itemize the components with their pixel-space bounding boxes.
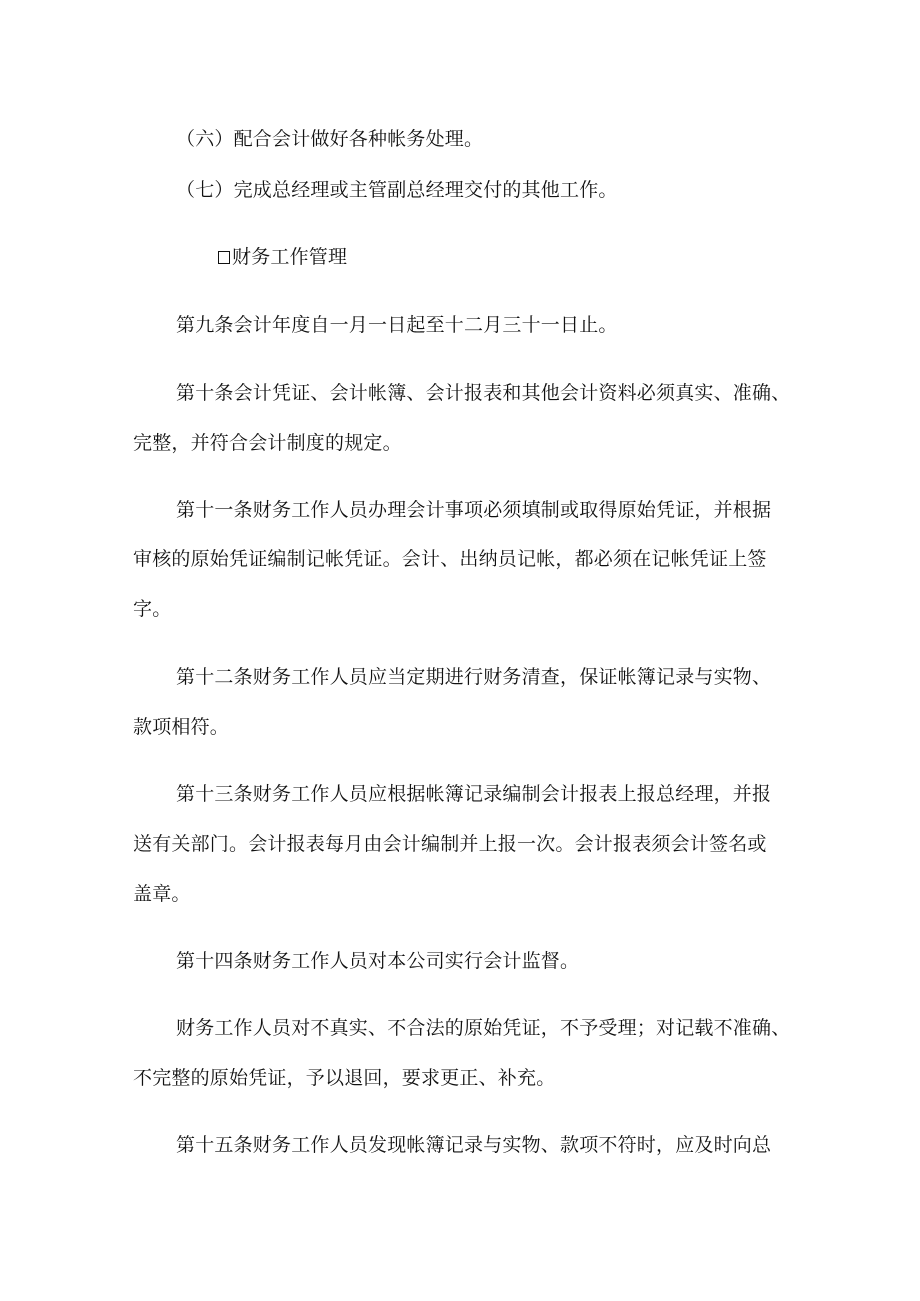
article-11-line-1: 第十一条财务工作人员办理会计事项必须填制或取得原始凭证，并根据 bbox=[176, 499, 772, 521]
article-15-line-1: 第十五条财务工作人员发现帐簿记录与实物、款项不符时，应及时向总 bbox=[176, 1134, 772, 1156]
article-14b-line-2: 不完整的原始凭证，予以退回，要求更正、补充。 bbox=[133, 1067, 556, 1089]
article-10-line-2: 完整，并符合会计制度的规定。 bbox=[133, 432, 402, 454]
article-9-line-1: 第九条会计年度自一月一日起至十二月三十一日止。 bbox=[176, 314, 618, 336]
section-heading bbox=[218, 245, 347, 269]
article-13-line-1: 第十三条财务工作人员应根据帐簿记录编制会计报表上报总经理，并报 bbox=[176, 783, 772, 805]
article-14-line-1: 第十四条财务工作人员对本公司实行会计监督。 bbox=[176, 950, 580, 972]
article-11-line-3: 字。 bbox=[133, 598, 172, 620]
list-item-7: （七）完成总经理或主管副总经理交付的其他工作。 bbox=[176, 179, 618, 201]
article-13-line-3: 盖章。 bbox=[133, 883, 191, 905]
article-14b-line-1: 财务工作人员对不真实、不合法的原始凭证，不予受理；对记载不准确、 bbox=[176, 1017, 791, 1039]
article-10-line-1: 第十条会计凭证、会计帐簿、会计报表和其他会计资料必须真实、准确、 bbox=[176, 382, 791, 404]
article-11-line-2: 审核的原始凭证编制记帐凭证。会计、出纳员记帐，都必须在记帐凭证上签 bbox=[133, 548, 767, 570]
article-13-line-2: 送有关部门。会计报表每月由会计编制并上报一次。会计报表须会计签名或 bbox=[133, 833, 767, 855]
checkbox-square-icon bbox=[218, 251, 230, 264]
section-heading-text: 财务工作管理 bbox=[232, 246, 348, 268]
list-item-6: （六）配合会计做好各种帐务处理。 bbox=[176, 128, 484, 150]
article-12-line-2: 款项相符。 bbox=[133, 716, 230, 738]
article-12-line-1: 第十二条财务工作人员应当定期进行财务清查，保证帐簿记录与实物、 bbox=[176, 666, 772, 688]
